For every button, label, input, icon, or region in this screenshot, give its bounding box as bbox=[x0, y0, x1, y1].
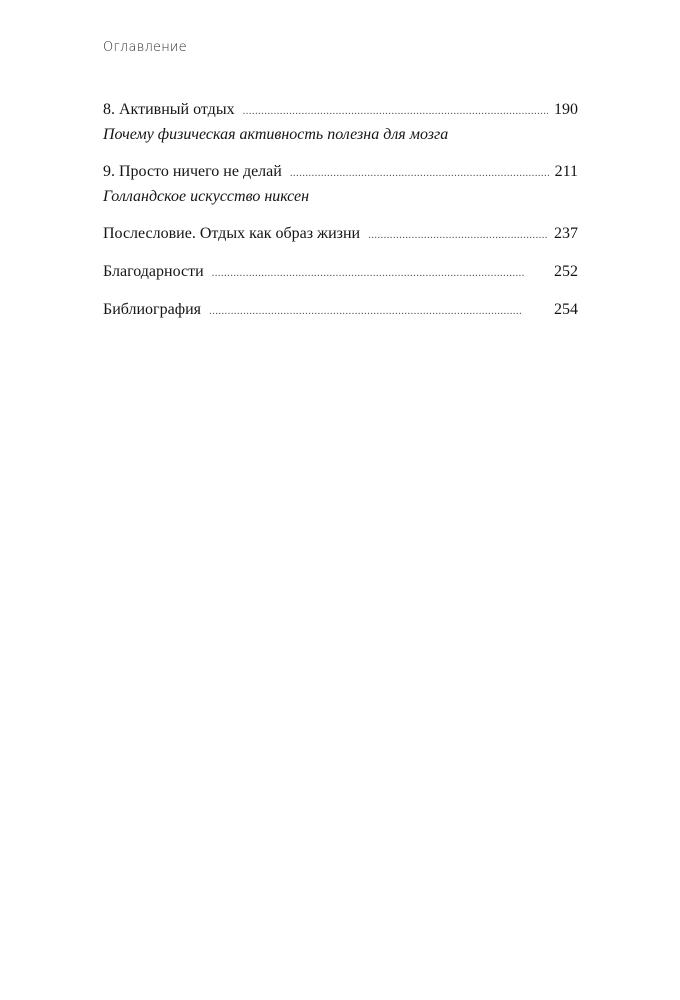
toc-entry-page-number: 190 bbox=[554, 101, 578, 118]
toc-entry-page-number: 237 bbox=[554, 225, 578, 242]
toc-entry-row bbox=[103, 298, 578, 323]
toc-entry-page-number: 252 bbox=[554, 263, 578, 280]
toc-entry-row bbox=[103, 222, 578, 247]
dot-leader bbox=[212, 262, 548, 285]
toc-entry-row bbox=[103, 98, 578, 123]
dot-leader bbox=[290, 162, 549, 185]
toc-entry-row bbox=[103, 160, 578, 185]
toc-entry-title: Благодарности bbox=[103, 263, 204, 280]
dot-leader bbox=[368, 224, 548, 247]
running-head: Оглавление bbox=[103, 40, 187, 55]
dot-leader bbox=[209, 300, 548, 323]
toc-entry-acknowledgements[interactable] bbox=[103, 260, 578, 285]
toc-entry-title: 8. Активный отдых bbox=[103, 101, 235, 118]
toc-entry-subtitle: Голландское искусство никсен bbox=[103, 188, 310, 205]
toc-entry-title: Послесловие. Отдых как образ жизни bbox=[103, 225, 361, 242]
toc-entry-page-number: 254 bbox=[554, 301, 578, 318]
dot-leader bbox=[243, 100, 548, 123]
toc-entry-subtitle: Почему физическая активность полезна для мозга bbox=[103, 126, 449, 143]
toc-entry-bibliography[interactable] bbox=[103, 298, 578, 323]
toc-entry-afterword[interactable] bbox=[103, 222, 578, 247]
toc-entry-chapter-9[interactable] bbox=[103, 160, 578, 208]
toc-entry-page-number: 211 bbox=[554, 163, 578, 180]
toc-entry-title: Библиография bbox=[103, 301, 201, 318]
table-of-contents bbox=[103, 98, 578, 337]
toc-entry-title: 9. Просто ничего не делай bbox=[103, 163, 282, 180]
toc-entry-row bbox=[103, 260, 578, 285]
toc-entry-chapter-8[interactable] bbox=[103, 98, 578, 146]
